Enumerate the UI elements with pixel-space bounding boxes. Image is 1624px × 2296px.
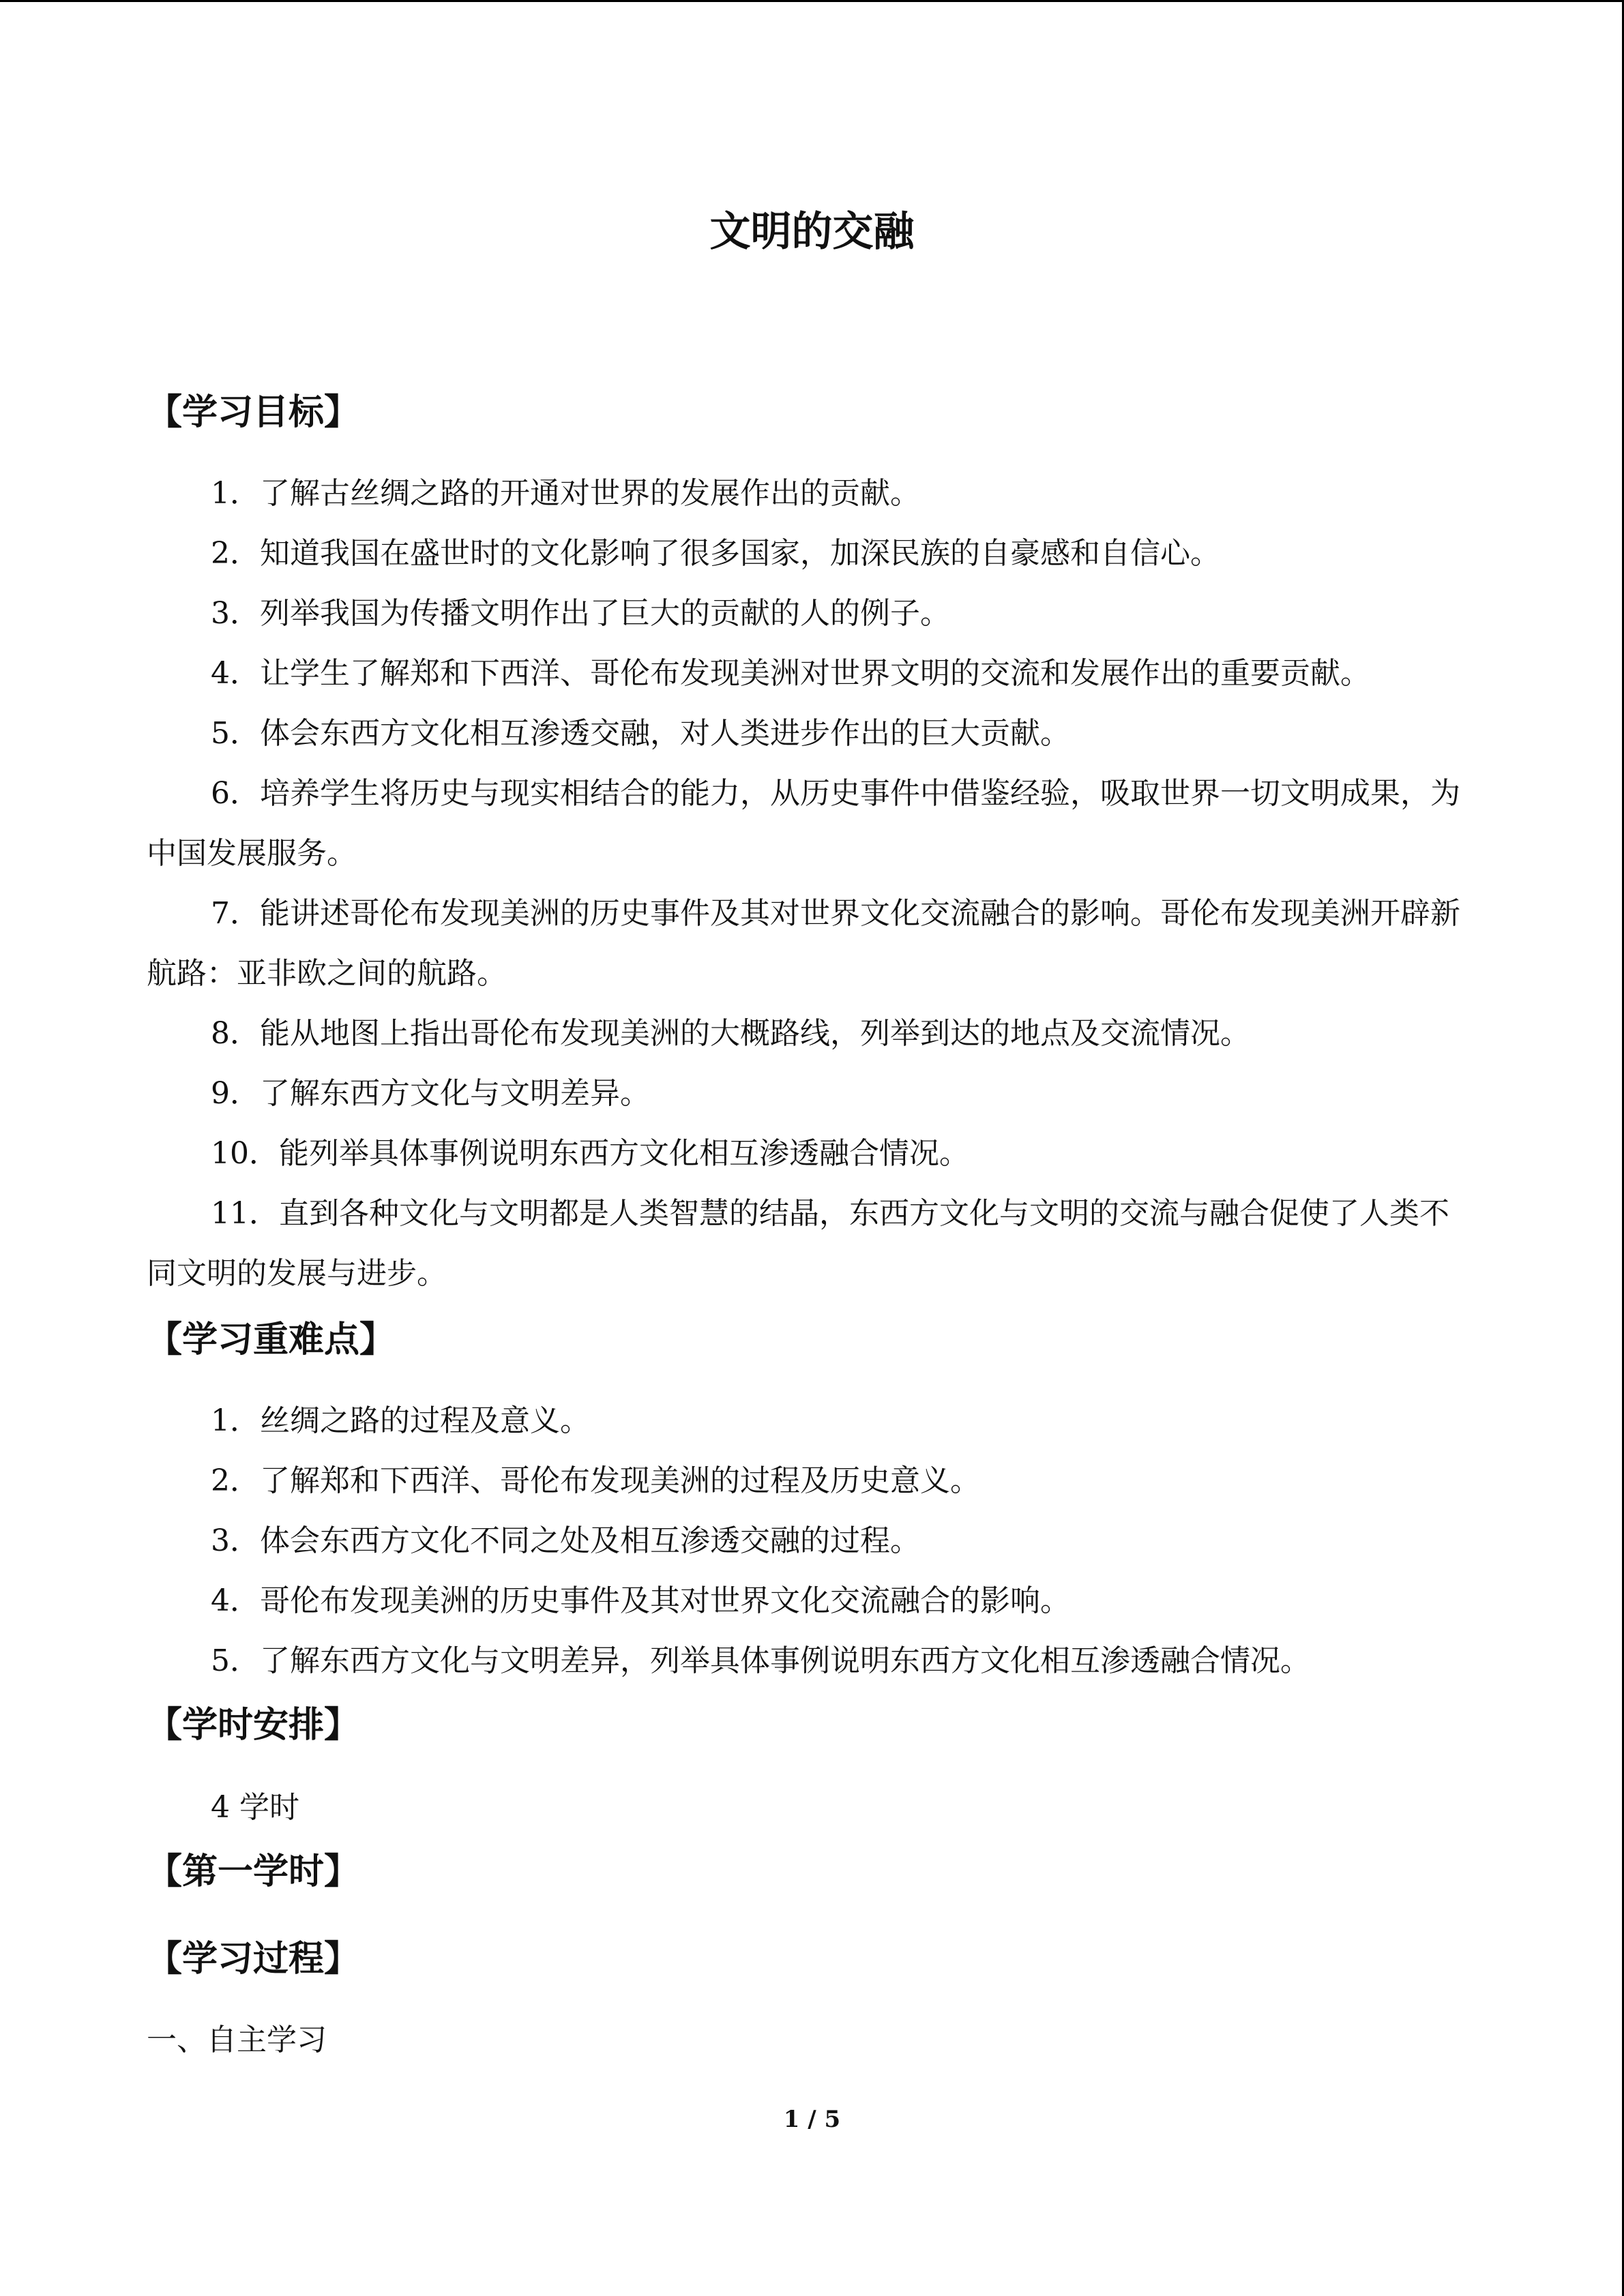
self-study-text: 一、自主学习 — [147, 2023, 327, 2057]
key-point-item-2: 2．了解郑和下西洋、哥伦布发现美洲的过程及历史意义。 — [211, 1463, 980, 1498]
objective-item-10: 10．能列举具体事例说明东西方文化相互渗透融合情况。 — [211, 1136, 969, 1171]
key-point-item-3: 3．体会东西方文化不同之处及相互渗透交融的过程。 — [211, 1523, 920, 1558]
schedule-text: 4 学时 — [211, 1790, 299, 1825]
objective-item-7: 7．能讲述哥伦布发现美洲的历史事件及其对世界文化交流融合的影响。哥伦布发现美洲开辟新航路：亚非欧之间的航路。 — [147, 896, 1460, 991]
objective-item-6: 6．培养学生将历史与现实相结合的能力，从历史事件中借鉴经验，吸取世界一切文明成果，为中国发展服务。 — [147, 776, 1460, 871]
document-title: 文明的交融 — [709, 208, 915, 256]
key-point-item-5: 5．了解东西方文化与文明差异，列举具体事例说明东西方文化相互渗透融合情况。 — [211, 1643, 1310, 1678]
objective-item-2: 2．知道我国在盛世时的文化影响了很多国家，加深民族的自豪感和自信心。 — [211, 536, 1220, 571]
heading-key-points: 【学习重难点】 — [147, 1320, 396, 1360]
heading-process: 【学习过程】 — [147, 1939, 360, 1980]
objective-item-1: 1．了解古丝绸之路的开通对世界的发展作出的贡献。 — [211, 476, 920, 511]
heading-schedule: 【学时安排】 — [147, 1705, 360, 1746]
heading-first-period: 【第一学时】 — [147, 1851, 360, 1892]
objective-item-5: 5．体会东西方文化相互渗透交融，对人类进步作出的巨大贡献。 — [211, 716, 1070, 751]
objective-item-11: 11．直到各种文化与文明都是人类智慧的结晶，东西方文化与文明的交流与融合促使了人类不同文明的发展与进步。 — [147, 1196, 1449, 1291]
objective-item-8: 8．能从地图上指出哥伦布发现美洲的大概路线，列举到达的地点及交流情况。 — [211, 1016, 1250, 1051]
objective-item-3: 3．列举我国为传播文明作出了巨大的贡献的人的例子。 — [211, 596, 950, 631]
key-point-item-4: 4．哥伦布发现美洲的历史事件及其对世界文化交流融合的影响。 — [211, 1583, 1070, 1618]
key-point-item-1: 1．丝绸之路的过程及意义。 — [211, 1403, 590, 1438]
objective-item-4: 4．让学生了解郑和下西洋、哥伦布发现美洲对世界文明的交流和发展作出的重要贡献。 — [211, 656, 1370, 691]
objective-item-9: 9．了解东西方文化与文明差异。 — [211, 1076, 650, 1111]
page-number: 1 / 5 — [783, 2106, 841, 2133]
heading-objectives: 【学习目标】 — [147, 392, 360, 433]
